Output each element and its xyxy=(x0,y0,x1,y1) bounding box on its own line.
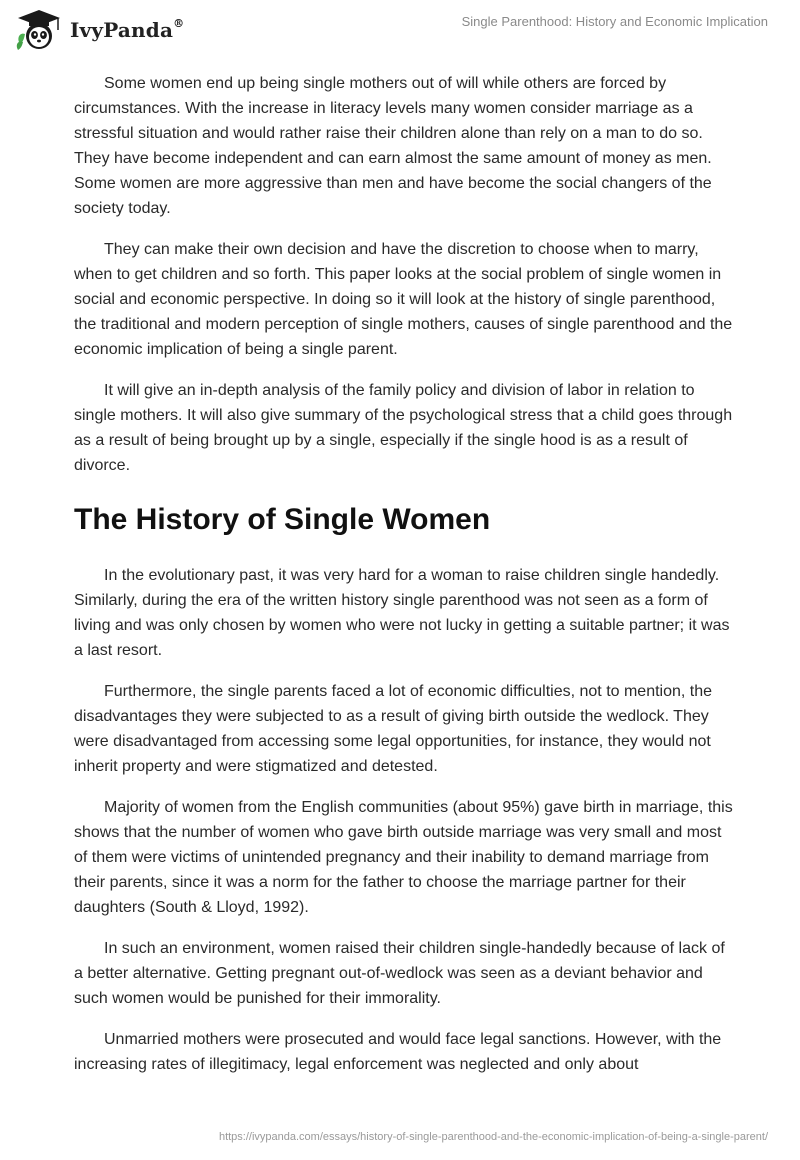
paragraph: They can make their own decision and have the discretion to choose when to marry, when to get children and so forth. This paper looks at the social problem of single women in social and economic perspective. In doing so it will look at the history of single parenthood, the traditional and modern perception of single mothers, causes of single parenthood and the economic implication of being a single parent. xyxy=(74,241,733,358)
page-header xyxy=(0,0,800,60)
brand-logo[interactable] xyxy=(14,8,184,52)
source-url-link[interactable]: https://ivypanda.com/essays/history-of-single-parenthood-and-the-economic-implication-of-being-a-single-parent/ xyxy=(218,1131,768,1143)
paragraph: In such an environment, women raised their children single-handedly because of lack of a better alternative. Getting pregnant out-of-wedlock was seen as a deviant behavior and such women would be punished for their immorality. xyxy=(74,940,725,1007)
paragraph: In the evolutionary past, it was very hard for a woman to raise children single handedly. Similarly, during the era of the written history single parenthood was not seen as a form of living and was only chosen by women who were not lucky in getting a suitable partner; it was a last resort. xyxy=(74,567,730,659)
paragraph: It will give an in-depth analysis of the family policy and division of labor in relation to single mothers. It will also give summary of the psychological stress that a child goes through as a result of being brought up by a single, especially if the single hood is as a result of divorce. xyxy=(74,382,733,474)
panda-graduate-icon xyxy=(14,8,64,52)
section-heading: The History of Single Women xyxy=(74,503,491,536)
document-title: Single Parenthood: History and Economic Implication xyxy=(461,14,768,29)
paragraph: Majority of women from the English communities (about 95%) gave birth in marriage, this shows that the number of women who gave birth outside marriage was very small and most of them were victims of unintended pregnancy and their inability to demand marriage from their parents, since it was a norm for the father to choose the marriage partner for their daughters (South & Lloyd, 1992). xyxy=(74,799,733,916)
paragraph: Unmarried mothers were prosecuted and would face legal sanctions. However, with the increasing rates of illegitimacy, legal enforcement was neglected and only about xyxy=(74,1031,722,1073)
paragraph: Some women end up being single mothers out of will while others are forced by circumstances. With the increase in literacy levels many women consider marriage as a stressful situation and would rather raise their children alone than rely on a man to do so. They have become independent and can earn almost the same amount of money as men. Some women are more aggressive than men and have become the social changers of the society today. xyxy=(74,75,712,217)
brand-name: IvyPanda® xyxy=(70,17,185,42)
paragraph: Furthermore, the single parents faced a lot of economic difficulties, not to mention, the disadvantages they were subjected to as a result of giving birth outside the wedlock. They were disadvantaged from accessing some legal opportunities, for instance, they would not inherit property and were stigmatized and detested. xyxy=(74,683,713,775)
essay-body xyxy=(74,71,734,1093)
